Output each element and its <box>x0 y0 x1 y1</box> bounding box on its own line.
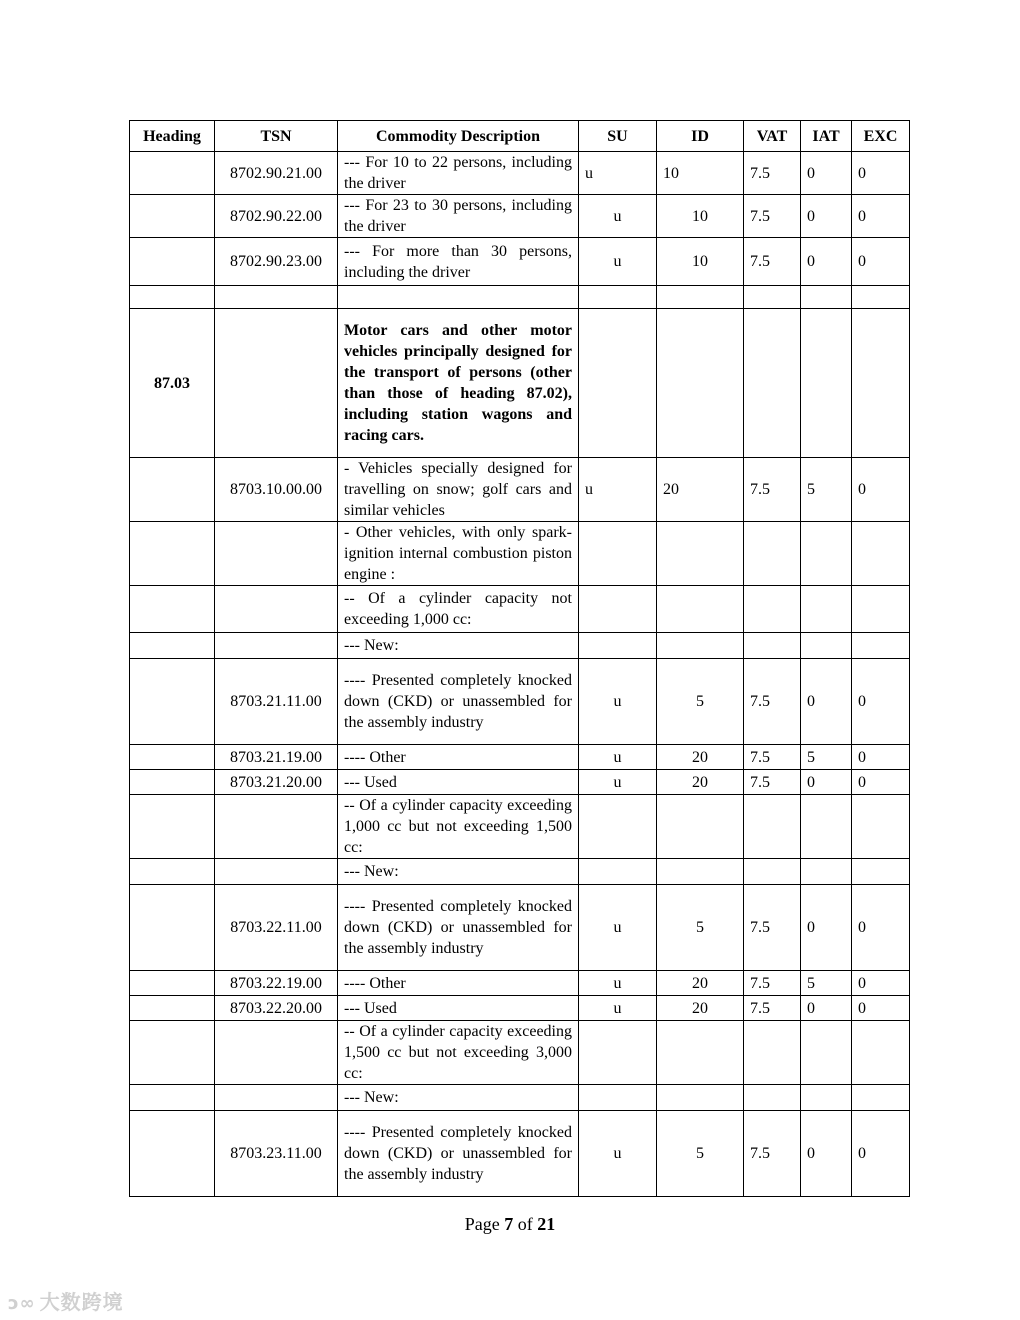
page-label: Page <box>464 1214 500 1234</box>
cell-exc: 0 <box>852 152 910 195</box>
cell-heading <box>130 885 215 971</box>
cell-exc: 0 <box>852 971 910 996</box>
tariff-table <box>129 120 910 1197</box>
cell-vat <box>744 286 801 309</box>
cell-tsn: 8703.21.11.00 <box>215 659 338 745</box>
cell-tsn: 8702.90.23.00 <box>215 238 338 286</box>
cell-description: - Vehicles specially designed for travelling on snow; golf cars and similar vehicles <box>338 458 579 522</box>
cell-tsn <box>215 633 338 659</box>
cell-description: Motor cars and other motor vehicles principally designed for the transport of persons (other than those of heading 87.02), including station wagons and racing cars. <box>338 309 579 458</box>
cell-su <box>579 309 657 458</box>
header-exc: EXC <box>852 121 910 152</box>
cell-su: u <box>579 885 657 971</box>
cell-vat: 7.5 <box>744 996 801 1021</box>
cell-id <box>657 859 744 885</box>
table-row <box>130 152 910 195</box>
cell-exc <box>852 286 910 309</box>
table-row <box>130 586 910 633</box>
cell-heading <box>130 1021 215 1085</box>
cell-tsn: 8703.21.19.00 <box>215 745 338 770</box>
table-row <box>130 633 910 659</box>
header-id: ID <box>657 121 744 152</box>
cell-exc: 0 <box>852 996 910 1021</box>
cell-heading <box>130 522 215 586</box>
cell-heading <box>130 859 215 885</box>
header-description: Commodity Description <box>338 121 579 152</box>
cell-tsn <box>215 859 338 885</box>
cell-su: u <box>579 458 657 522</box>
cell-description: -- Of a cylinder capacity not exceeding 1,000 cc: <box>338 586 579 633</box>
cell-exc <box>852 522 910 586</box>
cell-vat <box>744 633 801 659</box>
cell-description: --- New: <box>338 859 579 885</box>
cell-tsn: 8703.10.00.00 <box>215 458 338 522</box>
cell-iat <box>801 633 852 659</box>
cell-iat: 0 <box>801 770 852 795</box>
cell-su: u <box>579 770 657 795</box>
cell-description: --- For more than 30 persons, including the driver <box>338 238 579 286</box>
cell-iat <box>801 1021 852 1085</box>
cell-heading <box>130 795 215 859</box>
cell-iat: 0 <box>801 659 852 745</box>
cell-iat <box>801 586 852 633</box>
cell-heading <box>130 770 215 795</box>
cell-description: ---- Presented completely knocked down (CKD) or unassembled for the assembly industry <box>338 1111 579 1197</box>
cell-tsn <box>215 522 338 586</box>
cell-id: 10 <box>657 152 744 195</box>
cell-exc <box>852 1085 910 1111</box>
cell-exc <box>852 633 910 659</box>
cell-description: --- Used <box>338 996 579 1021</box>
cell-vat: 7.5 <box>744 770 801 795</box>
cell-vat: 7.5 <box>744 152 801 195</box>
cell-id: 5 <box>657 1111 744 1197</box>
table-row <box>130 1021 910 1085</box>
cell-su: u <box>579 996 657 1021</box>
cell-iat: 0 <box>801 152 852 195</box>
cell-tsn: 8703.21.20.00 <box>215 770 338 795</box>
cell-vat: 7.5 <box>744 238 801 286</box>
cell-tsn <box>215 309 338 458</box>
cell-heading <box>130 1111 215 1197</box>
cell-iat <box>801 286 852 309</box>
cell-exc <box>852 309 910 458</box>
watermark-text: 大数跨境 <box>39 1290 124 1314</box>
cell-iat: 0 <box>801 885 852 971</box>
table-row <box>130 458 910 522</box>
cell-vat <box>744 586 801 633</box>
table-row <box>130 745 910 770</box>
cell-vat: 7.5 <box>744 745 801 770</box>
cell-su <box>579 859 657 885</box>
cell-iat <box>801 859 852 885</box>
page-of: of <box>517 1214 533 1234</box>
cell-id <box>657 309 744 458</box>
cell-iat: 5 <box>801 971 852 996</box>
cell-description: ---- Presented completely knocked down (CKD) or unassembled for the assembly industry <box>338 885 579 971</box>
table-row <box>130 770 910 795</box>
cell-su: u <box>579 195 657 238</box>
header-vat: VAT <box>744 121 801 152</box>
cell-exc <box>852 795 910 859</box>
cell-description <box>338 286 579 309</box>
page-total: 21 <box>537 1214 556 1234</box>
cell-exc <box>852 586 910 633</box>
cell-heading <box>130 1085 215 1111</box>
cell-su <box>579 586 657 633</box>
cell-id: 20 <box>657 458 744 522</box>
cell-heading: 87.03 <box>130 309 215 458</box>
cell-exc: 0 <box>852 1111 910 1197</box>
cell-vat: 7.5 <box>744 659 801 745</box>
cell-tsn: 8703.22.19.00 <box>215 971 338 996</box>
header-row <box>130 121 910 152</box>
cell-su <box>579 1021 657 1085</box>
logo-icon: ↄ∞ <box>8 1293 36 1314</box>
cell-su: u <box>579 745 657 770</box>
cell-su: u <box>579 152 657 195</box>
cell-su <box>579 286 657 309</box>
cell-id: 10 <box>657 238 744 286</box>
cell-id: 5 <box>657 885 744 971</box>
cell-exc: 0 <box>852 458 910 522</box>
cell-tsn <box>215 586 338 633</box>
cell-iat <box>801 522 852 586</box>
cell-su: u <box>579 238 657 286</box>
cell-description: ---- Other <box>338 745 579 770</box>
table-row <box>130 238 910 286</box>
cell-heading <box>130 195 215 238</box>
cell-heading <box>130 996 215 1021</box>
cell-tsn: 8703.22.11.00 <box>215 885 338 971</box>
cell-heading <box>130 971 215 996</box>
cell-tsn <box>215 1085 338 1111</box>
header-heading: Heading <box>130 121 215 152</box>
cell-id: 20 <box>657 971 744 996</box>
cell-exc <box>852 1021 910 1085</box>
cell-iat: 5 <box>801 745 852 770</box>
cell-su: u <box>579 971 657 996</box>
cell-vat <box>744 522 801 586</box>
cell-vat <box>744 795 801 859</box>
cell-heading <box>130 633 215 659</box>
table-row <box>130 996 910 1021</box>
cell-tsn: 8702.90.22.00 <box>215 195 338 238</box>
cell-description: ---- Other <box>338 971 579 996</box>
cell-tsn: 8702.90.21.00 <box>215 152 338 195</box>
cell-heading <box>130 586 215 633</box>
cell-heading <box>130 238 215 286</box>
cell-exc: 0 <box>852 238 910 286</box>
table-row <box>130 859 910 885</box>
cell-id: 5 <box>657 659 744 745</box>
cell-heading <box>130 745 215 770</box>
cell-su: u <box>579 1111 657 1197</box>
cell-id <box>657 586 744 633</box>
cell-su <box>579 633 657 659</box>
cell-description: --- For 10 to 22 persons, including the driver <box>338 152 579 195</box>
cell-iat: 0 <box>801 996 852 1021</box>
table-row <box>130 885 910 971</box>
table-row <box>130 195 910 238</box>
cell-id <box>657 1021 744 1085</box>
page-footer <box>0 1214 1020 1235</box>
cell-id <box>657 522 744 586</box>
cell-tsn: 8703.22.20.00 <box>215 996 338 1021</box>
cell-id <box>657 795 744 859</box>
cell-description: ---- Presented completely knocked down (CKD) or unassembled for the assembly industry <box>338 659 579 745</box>
cell-iat <box>801 795 852 859</box>
cell-heading <box>130 286 215 309</box>
cell-exc: 0 <box>852 659 910 745</box>
cell-id <box>657 633 744 659</box>
cell-vat <box>744 1021 801 1085</box>
header-iat: IAT <box>801 121 852 152</box>
cell-su <box>579 795 657 859</box>
cell-vat: 7.5 <box>744 458 801 522</box>
cell-vat: 7.5 <box>744 885 801 971</box>
cell-iat: 0 <box>801 238 852 286</box>
cell-su: u <box>579 659 657 745</box>
table-row <box>130 309 910 458</box>
cell-id: 20 <box>657 770 744 795</box>
cell-heading <box>130 152 215 195</box>
table-row <box>130 286 910 309</box>
cell-vat <box>744 859 801 885</box>
cell-tsn: 8703.23.11.00 <box>215 1111 338 1197</box>
cell-iat <box>801 1085 852 1111</box>
cell-vat: 7.5 <box>744 195 801 238</box>
cell-vat <box>744 309 801 458</box>
page-current: 7 <box>504 1214 514 1234</box>
cell-description: --- New: <box>338 633 579 659</box>
cell-tsn <box>215 795 338 859</box>
cell-heading <box>130 458 215 522</box>
header-su: SU <box>579 121 657 152</box>
table-row <box>130 522 910 586</box>
cell-vat: 7.5 <box>744 1111 801 1197</box>
cell-id: 20 <box>657 745 744 770</box>
cell-exc: 0 <box>852 195 910 238</box>
cell-description: --- New: <box>338 1085 579 1111</box>
cell-tsn <box>215 1021 338 1085</box>
cell-heading <box>130 659 215 745</box>
cell-exc: 0 <box>852 885 910 971</box>
watermark <box>8 1286 124 1315</box>
cell-description: --- For 23 to 30 persons, including the driver <box>338 195 579 238</box>
table-row <box>130 971 910 996</box>
cell-id: 20 <box>657 996 744 1021</box>
table-row <box>130 1111 910 1197</box>
cell-vat: 7.5 <box>744 971 801 996</box>
cell-iat: 0 <box>801 195 852 238</box>
cell-description: -- Of a cylinder capacity exceeding 1,500 cc but not exceeding 3,000 cc: <box>338 1021 579 1085</box>
cell-id <box>657 1085 744 1111</box>
cell-description: --- Used <box>338 770 579 795</box>
cell-description: -- Of a cylinder capacity exceeding 1,000 cc but not exceeding 1,500 cc: <box>338 795 579 859</box>
cell-iat: 0 <box>801 1111 852 1197</box>
cell-description: - Other vehicles, with only spark-ignition internal combustion piston engine : <box>338 522 579 586</box>
cell-su <box>579 1085 657 1111</box>
table-row <box>130 795 910 859</box>
table-row <box>130 1085 910 1111</box>
cell-tsn <box>215 286 338 309</box>
table-row <box>130 659 910 745</box>
cell-id <box>657 286 744 309</box>
cell-su <box>579 522 657 586</box>
cell-iat: 5 <box>801 458 852 522</box>
header-tsn: TSN <box>215 121 338 152</box>
cell-vat <box>744 1085 801 1111</box>
cell-exc <box>852 859 910 885</box>
cell-id: 10 <box>657 195 744 238</box>
cell-exc: 0 <box>852 745 910 770</box>
cell-exc: 0 <box>852 770 910 795</box>
cell-iat <box>801 309 852 458</box>
